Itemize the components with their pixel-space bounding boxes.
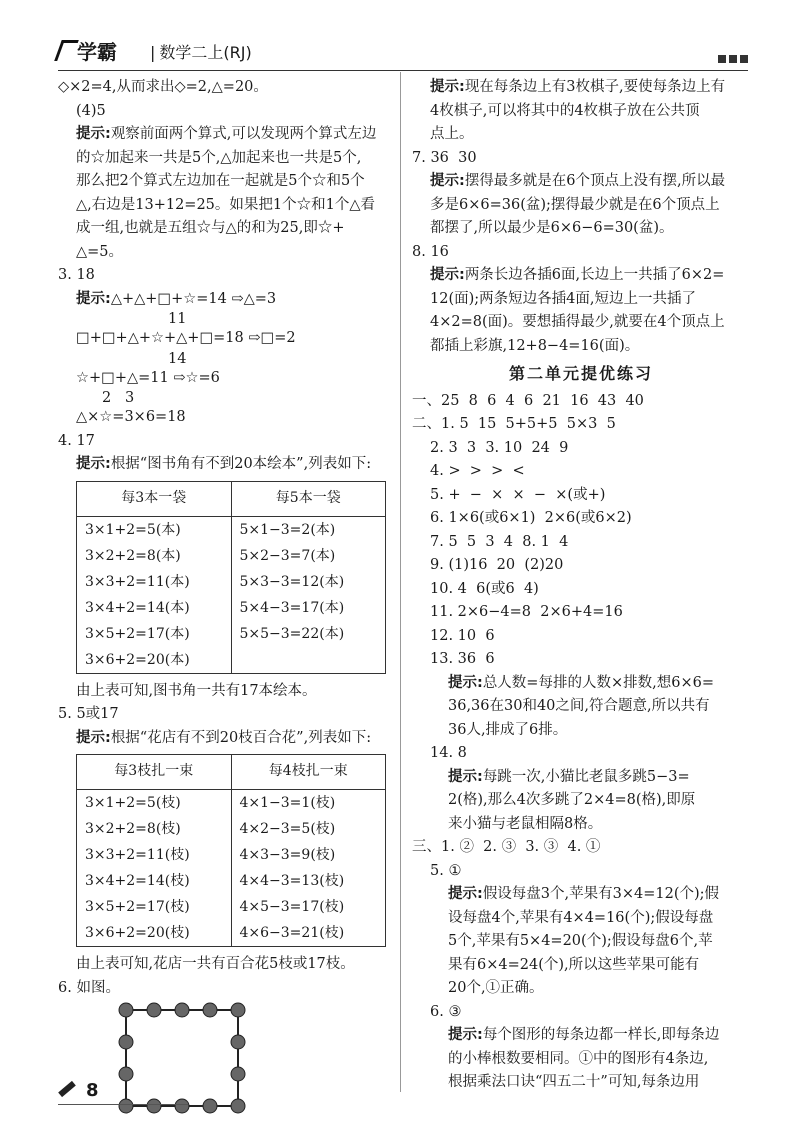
pencil-icon: [58, 1081, 76, 1097]
hint-label: 提示:: [430, 79, 465, 95]
text-line: 那么把2个算式左边加在一起就是5个☆和5个: [76, 173, 365, 189]
hint-label: 提示:: [448, 1027, 483, 1043]
equation: △+△+□+☆=14 ⇨△=3: [110, 290, 277, 307]
text-line: 36人,排成了6排。: [448, 721, 568, 738]
equation: △×☆=3×6=18: [76, 409, 186, 425]
table-cell: 4×5−3=17(枝): [231, 894, 386, 920]
table-cell: 3×1+2=5(本): [77, 516, 232, 543]
text-line: 4×2=8(面)。要想插得最少,就要在4个顶点上: [430, 314, 725, 330]
cap-icon: [54, 40, 79, 61]
text-line: 点上。: [430, 126, 474, 142]
answer-line: 11. 2×6−4=8 2×6+4=16: [430, 604, 623, 620]
hint-text: 两条长边各插6面,长边上一共插了6×2=: [464, 267, 725, 283]
text-line: 的☆加起来一共是5个,△加起来也一共是5个,: [76, 149, 362, 166]
table-cell: 3×4+2=14(枝): [77, 868, 232, 894]
equation: ☆+□+△=11 ⇨☆=6: [76, 369, 220, 386]
answer-line: 8. 16: [412, 243, 449, 260]
answer-line: 7. 36 30: [412, 149, 477, 166]
answer-line: 4. 17: [58, 432, 95, 449]
hint-text: 现在每条边上有3枚棋子,要使每条边上有: [464, 79, 726, 95]
table-cell: 5×3−3=12(本): [231, 569, 386, 595]
chess-piece: [231, 1003, 245, 1017]
answer-line: 6. 如图。: [58, 979, 120, 996]
hint-text: 假设每盘3个,苹果有3×4=12(个);假: [482, 886, 720, 902]
table-cell: 4×6−3=21(枝): [231, 920, 386, 947]
chess-piece: [147, 1003, 161, 1017]
chess-piece: [119, 1067, 133, 1081]
chess-piece: [203, 1003, 217, 1017]
logo: [58, 36, 117, 65]
hint-text: 每跳一次,小猫比老鼠多跳5−3=: [482, 768, 690, 785]
table-cell: 3×5+2=17(本): [77, 621, 232, 647]
hint-label: 提示:: [430, 267, 465, 283]
answer-line: 13. 36 6: [430, 651, 495, 667]
text-line: 多是6×6=36(盆);摆得最少就是在6个顶点上: [430, 196, 720, 213]
text-line: 20个,①正确。: [448, 980, 544, 996]
answer-line: 一、25 8 6 4 6 21 16 43 40: [412, 392, 644, 409]
text-line: 4枚棋子,可以将其中的4枚棋子放在公共顶: [430, 102, 700, 119]
text-line: 都插上彩旗,12+8−4=16(面)。: [430, 337, 640, 354]
table-cell: 5×5−3=22(本): [231, 621, 386, 647]
hint-line: [58, 453, 388, 477]
equation: □+□+△+☆+△+□=18 ⇨□=2: [76, 330, 296, 346]
answer-line: 14. 8: [430, 745, 467, 761]
answer-line: 6. ③: [430, 1003, 462, 1020]
table-cell: 4×3−3=9(枝): [231, 842, 386, 868]
table-cell: 3×1+2=5(枝): [77, 790, 232, 817]
hint-line: [412, 766, 750, 790]
answer-line: 6. 1×6(或6×1) 2×6(或6×2): [430, 510, 632, 526]
hint-line: [58, 727, 388, 751]
answer-line: (4)5: [76, 102, 106, 119]
hint-label: 提示:: [448, 674, 483, 691]
answer-line: 4. > > > <: [430, 463, 525, 479]
equation-sum: 14: [168, 350, 187, 367]
column-divider: [400, 72, 401, 1092]
answer-line: 5. + − × × − ×(或+): [430, 486, 606, 503]
table-cell: 3×5+2=17(枝): [77, 894, 232, 920]
hint-line: [412, 170, 750, 194]
table-cell: 5×4−3=17(本): [231, 595, 386, 621]
book-table: [76, 481, 386, 674]
hint-text: 观察前面两个算式,可以发现两个算式左边: [110, 126, 377, 142]
table-cell: 3×4+2=14(本): [77, 595, 232, 621]
hint-line: [412, 76, 750, 100]
decor-squares: [715, 48, 748, 67]
hint-label: 提示:: [76, 126, 111, 142]
table-cell: 5×2−3=7(本): [231, 543, 386, 569]
page-footer: [58, 1080, 208, 1110]
hint-text: 根据“图书角有不到20本绘本”,列表如下:: [110, 456, 372, 472]
logo-text: 学霸: [77, 40, 117, 64]
hint-line: [412, 672, 750, 696]
equation-sum: 11: [168, 311, 187, 327]
answer-line: 10. 4 6(或6 4): [430, 580, 539, 597]
chess-piece: [119, 1035, 133, 1049]
table-cell: 3×3+2=11(本): [77, 569, 232, 595]
table-cell: 3×6+2=20(枝): [77, 920, 232, 947]
hint-line: [412, 883, 750, 907]
text-line: 的小棒根数要相同。①中的图形有4条边,: [448, 1050, 709, 1067]
left-column: [58, 76, 388, 1123]
chess-piece: [231, 1035, 245, 1049]
chess-piece: [231, 1099, 245, 1113]
conclusion-line: 由上表可知,图书角一共有17本绘本。: [76, 682, 317, 699]
answer-line: 7. 5 5 3 4 8. 1 4: [430, 533, 569, 550]
table-cell: 5×1−3=2(本): [231, 516, 386, 543]
text-line: △=5。: [76, 243, 124, 260]
hint-line: [412, 1024, 750, 1048]
hint-text: 摆得最多就是在6个顶点上没有摆,所以最: [464, 173, 726, 189]
hint-label: 提示:: [448, 768, 483, 785]
answer-line: 5. ①: [430, 862, 462, 879]
hint-text: 根据“花店有不到20枝百合花”,列表如下:: [110, 729, 372, 746]
table-cell: 3×3+2=11(枝): [77, 842, 232, 868]
subject-text: 数学二上(RJ): [159, 43, 252, 62]
book-subject: | 数学二上(RJ): [150, 43, 252, 62]
equation-sum: 2 3: [102, 390, 135, 406]
hint-line: [412, 264, 750, 288]
answer-line: 3. 18: [58, 267, 95, 283]
answer-line: 5. 5或17: [58, 706, 119, 722]
text-line: 都摆了,所以最少是6×6−6=30(盆)。: [430, 220, 674, 236]
text-line: 5个,苹果有5×4=20(个);假设每盘6个,苹: [448, 933, 713, 949]
table-header: 每5本一袋: [231, 481, 386, 516]
table-cell: [231, 647, 386, 674]
section-title: 第二单元提优练习: [508, 364, 653, 383]
text-line: 成一组,也就是五组☆与△的和为25,即☆+: [76, 220, 345, 236]
text-line: 设每盘4个,苹果有4×4=16(个);假设每盘: [448, 909, 714, 926]
hint-label: 提示:: [76, 729, 111, 746]
hint-line: [58, 123, 388, 147]
conclusion-line: 由上表可知,花店一共有百合花5枝或17枝。: [76, 956, 355, 972]
hint-label: 提示:: [430, 173, 465, 189]
hint-label: 提示:: [76, 456, 111, 472]
answer-line: 12. 10 6: [430, 627, 495, 644]
table-header: 每3枝扎一束: [77, 755, 232, 790]
table-cell: 3×6+2=20(本): [77, 647, 232, 674]
text-line: 果有6×4=24(个),所以这些苹果可能有: [448, 956, 700, 973]
table-cell: 3×2+2=8(枝): [77, 816, 232, 842]
table-cell: 4×4−3=13(枝): [231, 868, 386, 894]
header-rule: [58, 70, 748, 71]
chess-piece: [119, 1003, 133, 1017]
hint-text: 每个图形的每条边都一样长,即每条边: [482, 1027, 720, 1043]
answer-line: 二、1. 5 15 5+5+5 5×3 5: [412, 416, 616, 432]
equation-line: [58, 288, 388, 312]
table-header: 每3本一袋: [77, 481, 232, 516]
answer-line: 9. (1)16 20 (2)20: [430, 557, 564, 573]
text-line: 来小猫与老鼠相隔8格。: [448, 815, 603, 832]
text-line: 2(格),那么4次多跳了2×4=8(格),即原: [448, 792, 696, 808]
text-line: ◇×2=4,从而求出◇=2,△=20。: [58, 79, 268, 95]
table-cell: 4×1−3=1(枝): [231, 790, 386, 817]
text-line: 12(面);两条短边各插4面,短边上一共插了: [430, 290, 696, 307]
answer-line: 2. 3 3 3. 10 24 9: [430, 439, 569, 456]
table-cell: 4×2−3=5(枝): [231, 816, 386, 842]
chess-piece: [231, 1067, 245, 1081]
text-line: 根据乘法口诀“四五二十”可知,每条边用: [448, 1074, 700, 1090]
right-column: [412, 76, 750, 1095]
hint-label: 提示:: [448, 886, 483, 902]
footer-rule: [58, 1104, 188, 1105]
answer-line: 三、1. ② 2. ③ 3. ③ 4. ①: [412, 839, 601, 855]
page-number: 8: [86, 1080, 99, 1101]
table-header: 每4枝扎一束: [231, 755, 386, 790]
flower-table: [76, 754, 386, 947]
chess-piece: [175, 1003, 189, 1017]
hint-text: 总人数=每排的人数×排数,想6×6=: [482, 674, 714, 691]
page-header: [58, 36, 748, 70]
table-cell: 3×2+2=8(本): [77, 543, 232, 569]
text-line: △,右边是13+12=25。如果把1个☆和1个△看: [76, 196, 376, 213]
text-line: 36,36在30和40之间,符合题意,所以共有: [448, 698, 710, 714]
hint-label: 提示:: [76, 290, 111, 307]
